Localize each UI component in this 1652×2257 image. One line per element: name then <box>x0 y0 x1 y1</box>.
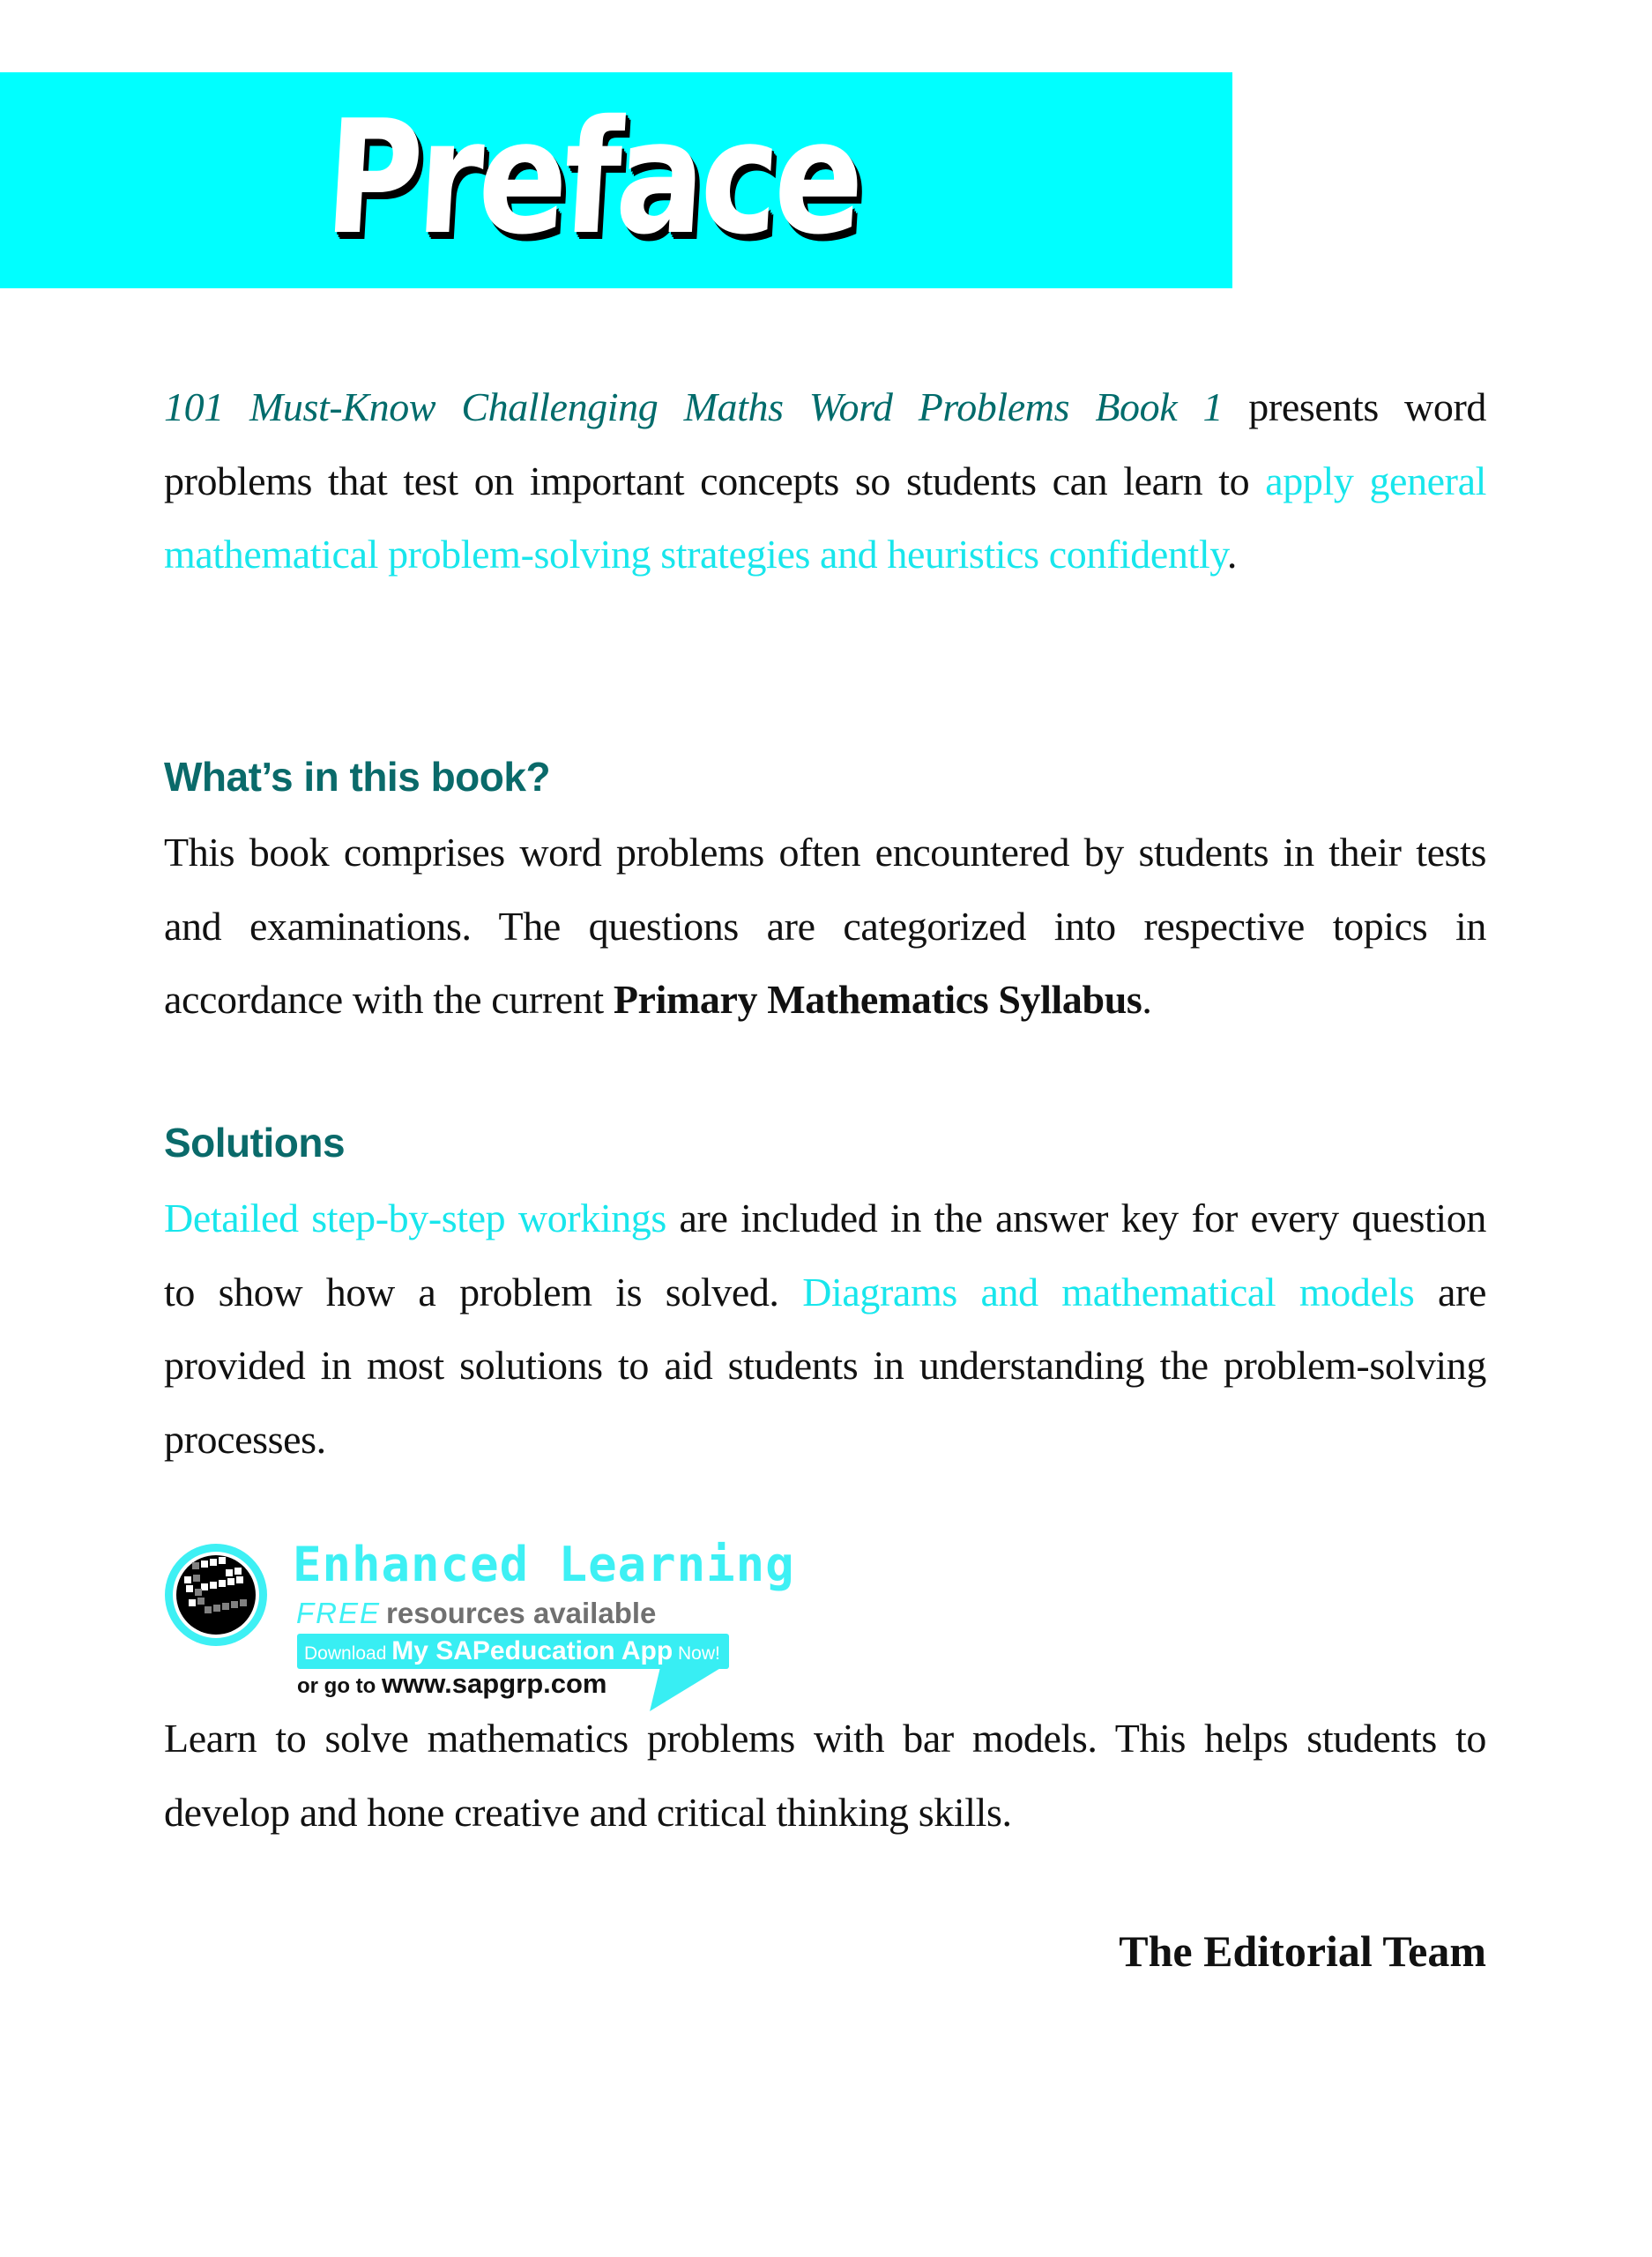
intro-paragraph <box>164 370 1486 592</box>
download-app-banner[interactable] <box>297 1634 729 1669</box>
solutions-paragraph <box>164 1181 1486 1476</box>
intro-text: presents word problems that test on important concepts so students can learn to <box>164 384 1486 503</box>
enhanced-learning-description-section <box>164 1702 1486 1849</box>
download-prefix: Download <box>304 1643 392 1664</box>
solutions-text-1: are included in the answer key for every question to show how a problem is solved. <box>164 1196 1486 1315</box>
whats-in-book-text: This book comprises word problems often encountered by students in their tests and examinations. The questions are categorized into respective topics in accordance with the current <box>164 830 1486 1022</box>
free-resources-line <box>296 1596 656 1631</box>
website-line <box>297 1669 607 1702</box>
enhanced-learning-badge <box>162 1537 929 1699</box>
intro-highlight: apply general mathematical problem-solving strategies and heuristics confidently <box>164 458 1486 577</box>
website-link[interactable]: www.sapgrp.com <box>381 1668 607 1699</box>
page-title: Preface <box>320 86 866 269</box>
solutions-highlight-1: Detailed step-by-step workings <box>164 1196 666 1240</box>
section-heading-solutions: Solutions <box>164 1120 346 1166</box>
goto-prefix: or go to <box>297 1674 382 1698</box>
free-label: FREE <box>296 1597 382 1629</box>
intro-period: . <box>1226 532 1237 577</box>
whats-in-book-period: . <box>1142 977 1152 1022</box>
section-heading-whats-in-book: What’s in this book? <box>164 754 551 800</box>
whats-in-this-book-section <box>164 750 1486 1037</box>
solutions-highlight-2: Diagrams and mathematical models <box>802 1269 1415 1315</box>
signature: The Editorial Team <box>1119 1926 1486 1976</box>
enhanced-learning-logo-icon <box>162 1541 270 1649</box>
preface-banner <box>0 72 1232 288</box>
intro-section <box>164 370 1486 592</box>
syllabus-name: Primary Mathematics Syllabus <box>613 977 1142 1022</box>
download-suffix: Now! <box>673 1643 720 1664</box>
whats-in-book-paragraph <box>164 816 1486 1037</box>
solutions-text-2: are provided in most solutions to aid students in understanding the problem-solving processes. <box>164 1269 1486 1462</box>
resources-label: resources available <box>386 1597 657 1629</box>
app-name: My SAPeducation App <box>391 1636 673 1665</box>
enhanced-learning-title: Enhanced Learning <box>293 1537 795 1592</box>
book-title: 101 Must-Know Challenging Maths Word Problems Book 1 <box>164 384 1224 429</box>
solutions-section <box>164 1116 1486 1476</box>
enhanced-learning-description: Learn to solve mathematics problems with bar models. This helps students to develop and hone creative and critical thinking skills. <box>164 1716 1486 1835</box>
